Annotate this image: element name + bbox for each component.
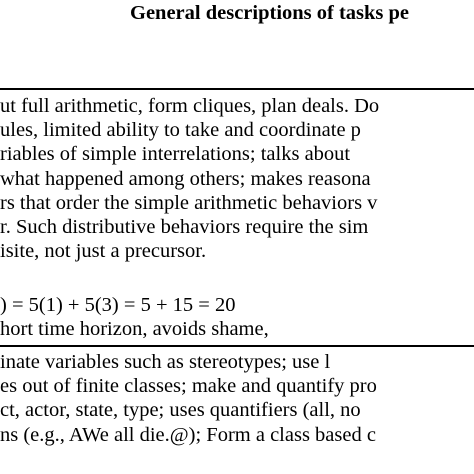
text-line: ) = 5(1) + 5(3) = 5 + 15 = 20 xyxy=(0,294,236,316)
text-line: ules, limited ability to take and coordinate p xyxy=(0,119,361,141)
top-rule xyxy=(0,88,474,90)
section-divider xyxy=(0,345,474,347)
text-line: es out of finite classes; make and quantify pro xyxy=(0,375,377,397)
text-line: hort time horizon, avoids shame, xyxy=(0,318,269,340)
text-line: ct, actor, state, type; uses quantifiers (all, no xyxy=(0,399,361,421)
text-line: riables of simple interrelations; talks about xyxy=(0,143,351,165)
text-line: rs that order the simple arithmetic behaviors v xyxy=(0,192,378,214)
text-line: ns (e.g., AWe all die.@); Form a class based c xyxy=(0,424,376,446)
text-line: inate variables such as stereotypes; use l xyxy=(0,351,331,373)
text-line: isite, not just a precursor. xyxy=(0,240,207,262)
text-line: what happened among others; makes reasona xyxy=(0,168,371,190)
text-line: r. Such distributive behaviors require the sim xyxy=(0,216,369,238)
table-title: General descriptions of tasks pe xyxy=(130,2,410,24)
text-line: ut full arithmetic, form cliques, plan deals. Do xyxy=(0,95,380,117)
